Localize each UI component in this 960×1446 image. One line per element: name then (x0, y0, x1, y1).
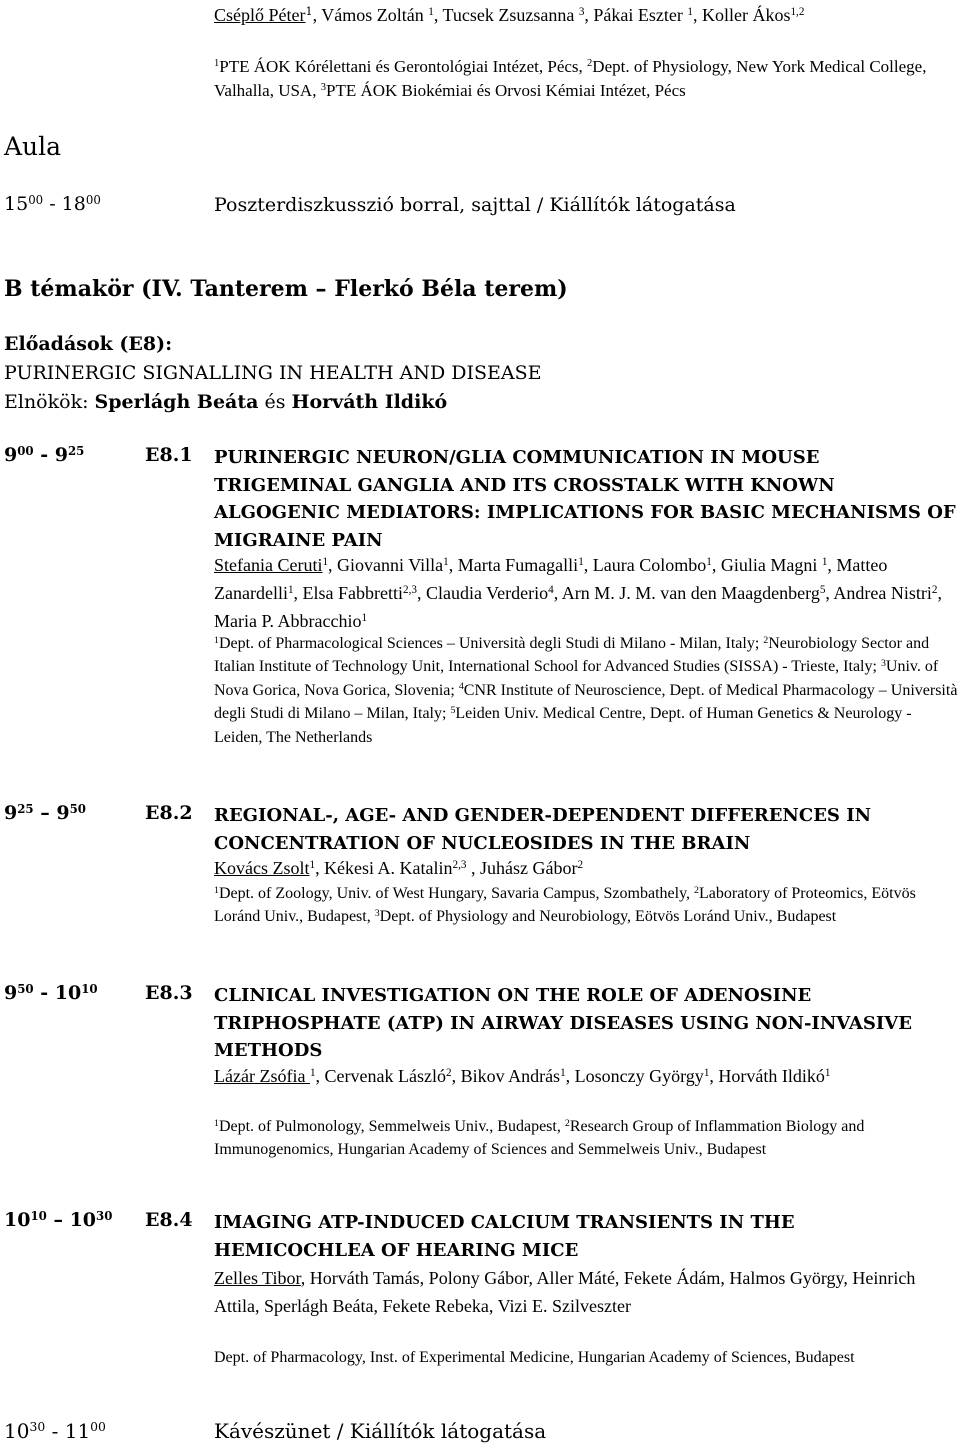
author-name: , Pákai Eszter (584, 5, 688, 25)
talk-affiliations: $^1$Dept. of Pulmonology, Semmelweis Univ., Budapest, $^2$Research Group of Inflammation Biology and Immunogenomics, Hungarian Academy of Sciences and Semmelweis Univ., Budapest (214, 1117, 865, 1159)
author-name: , Vámos Zoltán (312, 5, 429, 25)
author-name: , Andrea Nistri (825, 583, 932, 604)
affiliation: Dept. of Physiology, New York Medical College, Valhalla, USA, (214, 57, 927, 100)
talk-authors (214, 1264, 959, 1320)
presenter-name: Lázár Zsófia (214, 1066, 310, 1086)
aula-text: Poszterdiszkusszió borral, sajttal / Kiállítók látogatása (214, 194, 736, 216)
section-heading: B témakör (IV. Tanterem – Flerkó Béla terem) (4, 276, 568, 302)
author-name: , Koller Ákos (692, 5, 791, 25)
author-name: , Maria P. Abbracchio (214, 583, 942, 632)
author-name: , Giulia Magni (711, 555, 822, 575)
affiliation: Dept. of Physiology and Neurobiology, Eötvös Loránd Univ., Budapest (379, 908, 837, 926)
author-name: , Laura Colombo (583, 555, 707, 575)
presenter-name: Stefania Ceruti (214, 555, 323, 575)
author-name: , Arn M. J. M. van den Maagdenberg (553, 583, 820, 604)
affiliation: Neurobiology Sector and Italian Institute of Technology Unit, International School for Advanced Studies (SISSA) - Trieste, Italy; (214, 635, 930, 676)
lectures-label: Előadások (E8): (4, 333, 173, 355)
author-name: , Bikov András (451, 1066, 561, 1086)
break-time: $10^{30} - 11^{00}$ (4, 1419, 106, 1443)
talk-time: $9^{00} - 9^{25}$ (4, 443, 85, 466)
presenter-name: Zelles Tibor (214, 1268, 301, 1288)
break-text: Kávészünet / Kiállítók látogatása (214, 1419, 547, 1443)
prev-authors: Cséplő Péter$^1$, Vámos Zoltán $^1$, Tucsek Zsuzsanna $^3$, Pákai Eszter $^1$, Koller Ákos$^{1,2}$ (214, 4, 805, 25)
talk-time: $9^{50} - 10^{10}$ (4, 981, 98, 1004)
presenter-name: Cséplő Péter (214, 5, 306, 25)
affiliation: CNR Institute of Neuroscience, Dept. of Medical Pharmacology – Università degli Studi di Milano – Milan, Italy; (214, 681, 958, 723)
talk-title: PURINERGIC NEURON/GLIA COMMUNICATION IN MOUSE TRIGEMINAL GANGLIA AND ITS CROSSTALK WITH KNOWN ALGOGENIC MEDIATORS: IMPLICATIONS FOR BASIC MECHANISMS OF MIGRAINE PAIN (214, 447, 956, 551)
talk-authors: Stefania Ceruti$^1$, Giovanni Villa$^1$, Marta Fumagalli$^1$, Laura Colombo$^1$, Giulia Magni $^1$, Matteo Zanardelli$^1$, Elsa Fabbretti$^{2,3}$, Claudia Verderio$^4$, Arn M. J. M. van den Maagdenberg$^5$, Andrea Nistri$^2$, Maria P. Abbracchio$^1$ (214, 555, 942, 632)
author-name: , Juhász Gábor (466, 858, 578, 878)
author-name: , Losonczy György (565, 1066, 704, 1086)
author-name: , Claudia Verderio (416, 583, 549, 604)
aula-time: $15^{00} - 18^{00}$ (4, 192, 101, 215)
author-name: , Horváth Tamás, Polony Gábor, Aller Máté, Fekete Ádám, Halmos György, Heinrich Attila, Sperlágh Beáta, Fekete Rebeka, Vizi E. Szilveszter (214, 1268, 916, 1317)
presenter-name: Kovács Zsolt (214, 858, 310, 878)
author-name: , Giovanni Villa (328, 555, 444, 575)
talk-title: REGIONAL-, AGE- AND GENDER-DEPENDENT DIFFERENCES IN CONCENTRATION OF NUCLEOSIDES IN THE BRAIN (214, 805, 872, 854)
affiliation: Univ. of Nova Gorica, Nova Gorica, Slovenia; (214, 658, 939, 699)
author-name: , Cervenak László (315, 1066, 446, 1086)
affiliation: Leiden Univ. Medical Centre, Dept. of Human Genetics & Neurology - Leiden, The Netherlands (214, 705, 912, 746)
affiliation: PTE ÁOK Biokémiai és Orvosi Kémiai Intézet, Pécs (325, 81, 686, 100)
session-topic: PURINERGIC SIGNALLING IN HEALTH AND DISEASE (4, 362, 542, 384)
affiliation: PTE ÁOK Kórélettani és Gerontológiai Intézet, Pécs, (219, 57, 588, 76)
talk-code: E8.3 (145, 982, 193, 1004)
author-name: , Marta Fumagalli (448, 555, 579, 575)
affiliation: Research Group of Inflammation Biology and Immunogenomics, Hungarian Academy of Sciences and Semmelweis Univ., Budapest (214, 1118, 865, 1159)
prev-affiliations: $^1$PTE ÁOK Kórélettani és Gerontológiai Intézet, Pécs, $^2$Dept. of Physiology, New York Medical College, Valhalla, USA, $^3$PTE ÁOK Biokémiai és Orvosi Kémiai Intézet, Pécs (214, 57, 927, 100)
talk-code: E8.2 (145, 802, 193, 824)
talk-code: E8.4 (145, 1209, 193, 1231)
affiliation: Dept. of Pulmonology, Semmelweis Univ., Budapest, (218, 1118, 565, 1135)
chair-1: Sperlágh Beáta (94, 391, 259, 413)
aula-label: Aula (4, 132, 62, 161)
chair-2: Horváth Ildikó (291, 391, 448, 413)
talk-time: $9^{25} - 9^{50}$ (4, 801, 86, 824)
talk-affiliations: $^1$Dept. of Zoology, Univ. of West Hungary, Savaria Campus, Szombathely, $^2$Laboratory of Proteomics, Eötvös Loránd Univ., Budapest, $^3$Dept. of Physiology and Neurobiology, Eötvös Loránd Univ., Budapest (214, 884, 916, 926)
talk-title: CLINICAL INVESTIGATION ON THE ROLE OF ADENOSINE TRIPHOSPHATE (ATP) IN AIRWAY DISEASES USING NON-INVASIVE METHODS (214, 985, 912, 1062)
affiliation: Dept. of Pharmacological Sciences – Università degli Studi di Milano - Milan, Italy; (218, 635, 764, 652)
talk-affiliations: $^1$Dept. of Pharmacological Sciences – Università degli Studi di Milano - Milan, Italy; $^2$Neurobiology Sector and Italian Institute of Technology Unit, International School for Advanced Studies (SISSA) - Trieste, Italy; $^3$Univ. of Nova Gorica, Nova Gorica, Slovenia; $^4$CNR Institute of Neuroscience, Dept. of Medical Pharmacology – Università degli Studi di Milano – Milan, Italy; $^5$Leiden Univ. Medical Centre, Dept. of Human Genetics & Neurology - Leiden, The Netherlands (214, 634, 958, 746)
talk-authors: Lázár Zsófia $^1$, Cervenak László$^2$, Bikov András$^1$, Losonczy György$^1$, Horváth Ildikó$^1$ (214, 1066, 831, 1086)
talk-time: $10^{10} - 10^{30}$ (4, 1208, 113, 1231)
affiliation: Laboratory of Proteomics, Eötvös Loránd Univ., Budapest, (214, 885, 916, 926)
author-name: , Tucsek Zsuzsanna (433, 5, 579, 25)
chairs: Elnökök: Sperlágh Beáta és Horváth Ildikó (4, 391, 448, 413)
talk-code: E8.1 (145, 444, 193, 466)
author-name: , Matteo Zanardelli (214, 555, 888, 604)
talk-affiliations (214, 1346, 959, 1369)
author-name: , Kékesi A. Katalin (315, 858, 453, 878)
talk-title: IMAGING ATP-INDUCED CALCIUM TRANSIENTS IN THE HEMICOCHLEA OF HEARING MICE (214, 1212, 795, 1261)
author-name: , Horváth Ildikó (709, 1066, 825, 1086)
talk-authors: Kovács Zsolt$^1$, Kékesi A. Katalin$^{2,3}$ , Juhász Gábor$^2$ (214, 858, 584, 878)
affiliation: Dept. of Zoology, Univ. of West Hungary, Savaria Campus, Szombathely, (218, 885, 695, 902)
author-name: , Elsa Fabbretti (293, 583, 404, 604)
affiliation: Dept. of Pharmacology, Inst. of Experimental Medicine, Hungarian Academy of Sciences, Budapest (214, 1349, 855, 1366)
